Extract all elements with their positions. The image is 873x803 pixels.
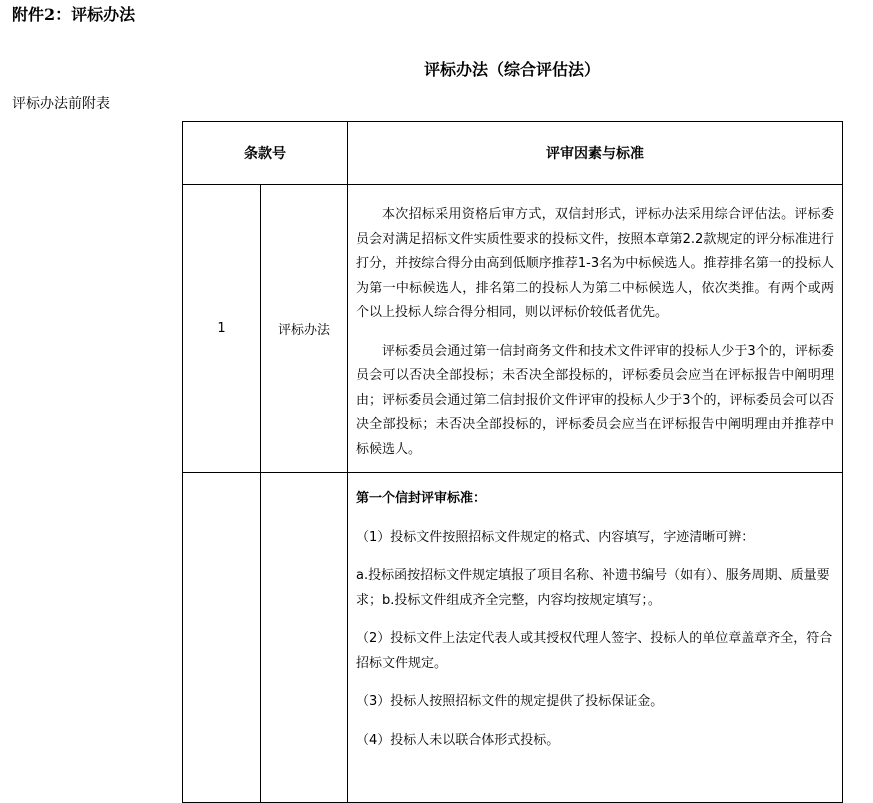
column-header-clause: 条款号 <box>183 122 348 185</box>
criteria-paragraph: 本次招标采用资格后审方式，双信封形式，评标办法采用综合评估法。评标委员会对满足招标文件实质性要求的投标文件，按照本章第2.2款规定的评分标准进行打分，并按综合得分由高到低顺序推荐1-3名为中标候选人。推荐排名第一的投标人为第一中标候选人，排名第二的投标人为第二中标候选人，依次类推。有两个或两个以上投标人综合得分相同，则以评标价较低者优先。 <box>356 207 834 320</box>
criteria-item: （2）投标文件上法定代表人或其授权代理人签字、投标人的单位章盖章齐全，符合招标文件规定。 <box>356 631 833 671</box>
criteria-content <box>348 185 843 473</box>
section-subtitle: 评标办法前附表 <box>12 96 110 112</box>
clause-number <box>183 473 261 803</box>
criteria-content <box>348 473 843 803</box>
criteria-item: a.投标函按招标文件规定填报了项目名称、补遗书编号（如有）、服务周期、质量要求；b.投标文件组成齐全完整，内容均按规定填写；。 <box>356 568 830 608</box>
table-header-row <box>183 122 843 185</box>
table-row <box>183 185 843 473</box>
page-title: 评标办法（综合评估法） <box>423 60 600 79</box>
criteria-heading: 第一个信封评审标准： <box>356 491 487 506</box>
column-header-criteria: 评审因素与标准 <box>348 122 843 185</box>
criteria-item: （1）投标文件按照招标文件规定的格式、内容填写，字迹清晰可辨： <box>356 529 755 545</box>
criteria-item: （4）投标人未以联合体形式投标。 <box>356 732 560 748</box>
clause-number: 1 <box>183 185 261 473</box>
clause-name: 评标办法 <box>261 185 348 473</box>
clause-name <box>261 473 348 803</box>
criteria-item: （3）投标人按照招标文件的规定提供了投标保证金。 <box>356 694 664 709</box>
evaluation-table <box>182 121 843 803</box>
table-row <box>183 473 843 803</box>
attachment-title: 附件2：评标办法 <box>12 5 136 24</box>
criteria-paragraph: 评标委员会通过第一信封商务文件和技术文件评审的投标人少于3个的，评标委员会可以否决全部投标；未否决全部投标的，评标委员会应当在评标报告中阐明理由；评标委员会通过第二信封报价文件评审的投标人少于3个的，评标委员会可以否决全部投标；未否决全部投标的，评标委员会应当在评标报告中阐明理由并推荐中标候选人。 <box>356 343 834 457</box>
